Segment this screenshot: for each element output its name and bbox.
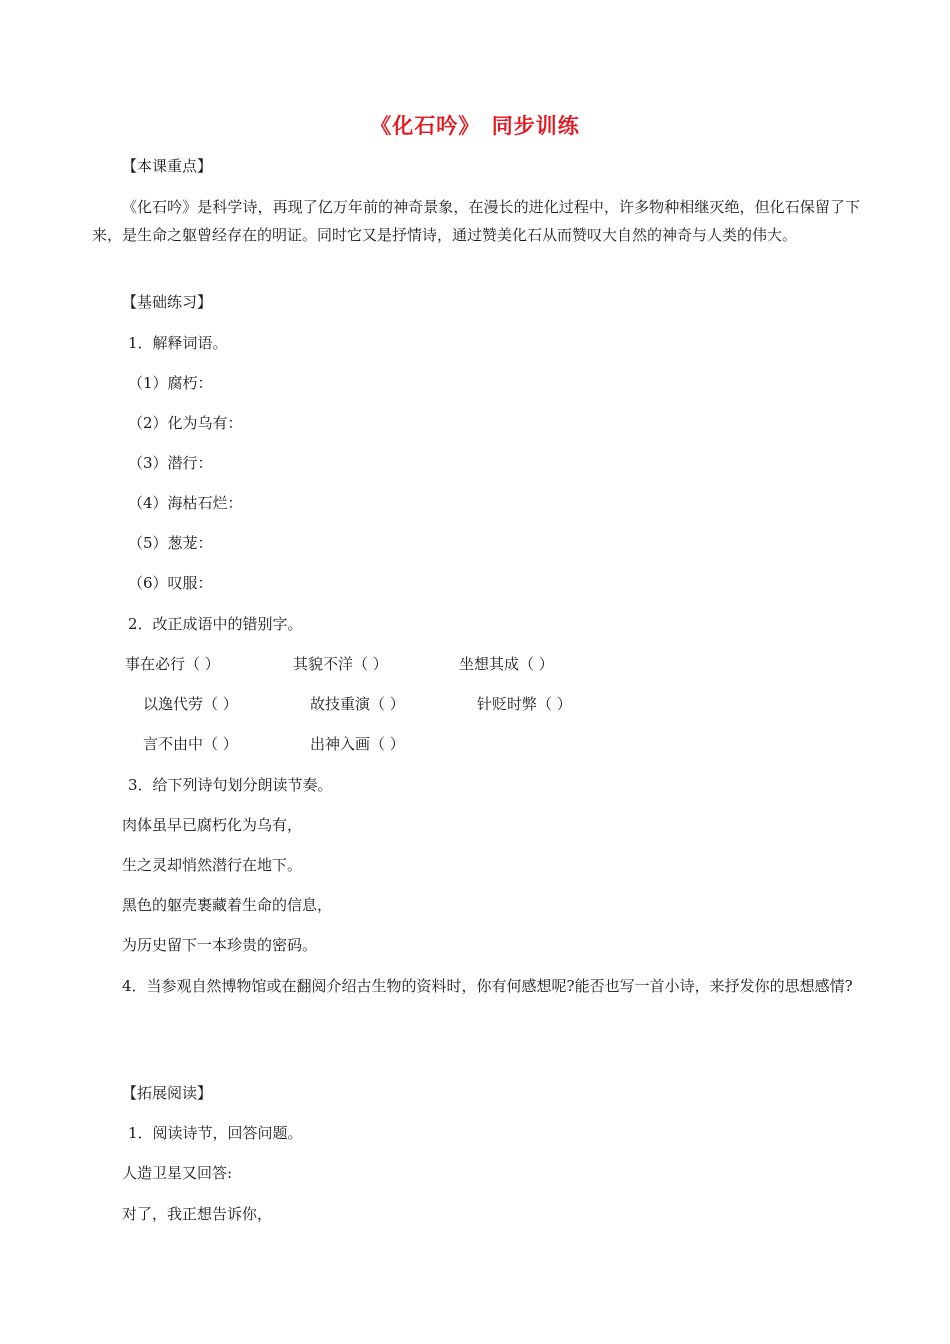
idiom-item: 故技重演（ ）: [310, 695, 405, 713]
question-2-prompt: 2．改正成语中的错别字。: [128, 615, 303, 633]
poem-line-2: 生之灵却悄然潜行在地下。: [122, 856, 303, 874]
idiom-item: 以逸代劳（ ）: [143, 695, 238, 713]
focus-paragraph: 《化石吟》是科学诗，再现了亿万年前的神奇景象，在漫长的进化过程中，许多物种相继灭绝，但化石保留了下来，是生命之躯曾经存在的明证。同时它又是抒情诗，通过赞美化石从而赞叹大自然的神奇与人类的伟大。: [92, 198, 860, 244]
poem-line-4: 为历史留下一本珍贵的密码。: [122, 936, 318, 954]
poem-line-1: 肉体虽早已腐朽化为乌有，: [122, 816, 303, 834]
vocab-item-5: （5）葱茏：: [128, 534, 213, 552]
vocab-item-1: （1）腐朽：: [128, 374, 213, 392]
idiom-item: 出神入画（ ）: [310, 735, 405, 753]
question-3-prompt: 3．给下列诗句划分朗读节奏。: [128, 776, 333, 794]
poem-line-3: 黑色的躯壳裹藏着生命的信息，: [122, 896, 333, 914]
idiom-item: 言不由中（ ）: [143, 735, 238, 753]
idiom-item: 事在必行（ ）: [125, 655, 220, 673]
section-heading-basic: 【基础练习】: [122, 293, 213, 311]
section-heading-focus: 【本课重点】: [122, 157, 213, 175]
vocab-item-4: （4）海枯石烂：: [128, 494, 243, 512]
idiom-item: 坐想其成（ ）: [459, 655, 554, 673]
extend-poem-line-1: 人造卫星又回答:: [122, 1164, 233, 1182]
question-4-prompt: 4．当参观自然博物馆或在翻阅介绍古生物的资料时，你有何感想呢?能否也写一首小诗，来抒发你的思想感情?: [122, 977, 853, 995]
vocab-item-6: （6）叹服：: [128, 574, 213, 592]
vocab-item-3: （3）潜行：: [128, 454, 213, 472]
extend-poem-line-2: 对了，我正想告诉你，: [122, 1205, 273, 1223]
page-title: 《化石吟》 同步训练: [370, 114, 580, 138]
vocab-item-2: （2）化为乌有：: [128, 414, 243, 432]
idiom-item: 其貌不洋（ ）: [293, 655, 388, 673]
idiom-item: 针贬时弊（ ）: [477, 695, 572, 713]
question-1-prompt: 1．解释词语。: [128, 334, 228, 352]
extend-question-1-prompt: 1．阅读诗节，回答问题。: [128, 1124, 303, 1142]
section-heading-extend: 【拓展阅读】: [122, 1084, 213, 1102]
